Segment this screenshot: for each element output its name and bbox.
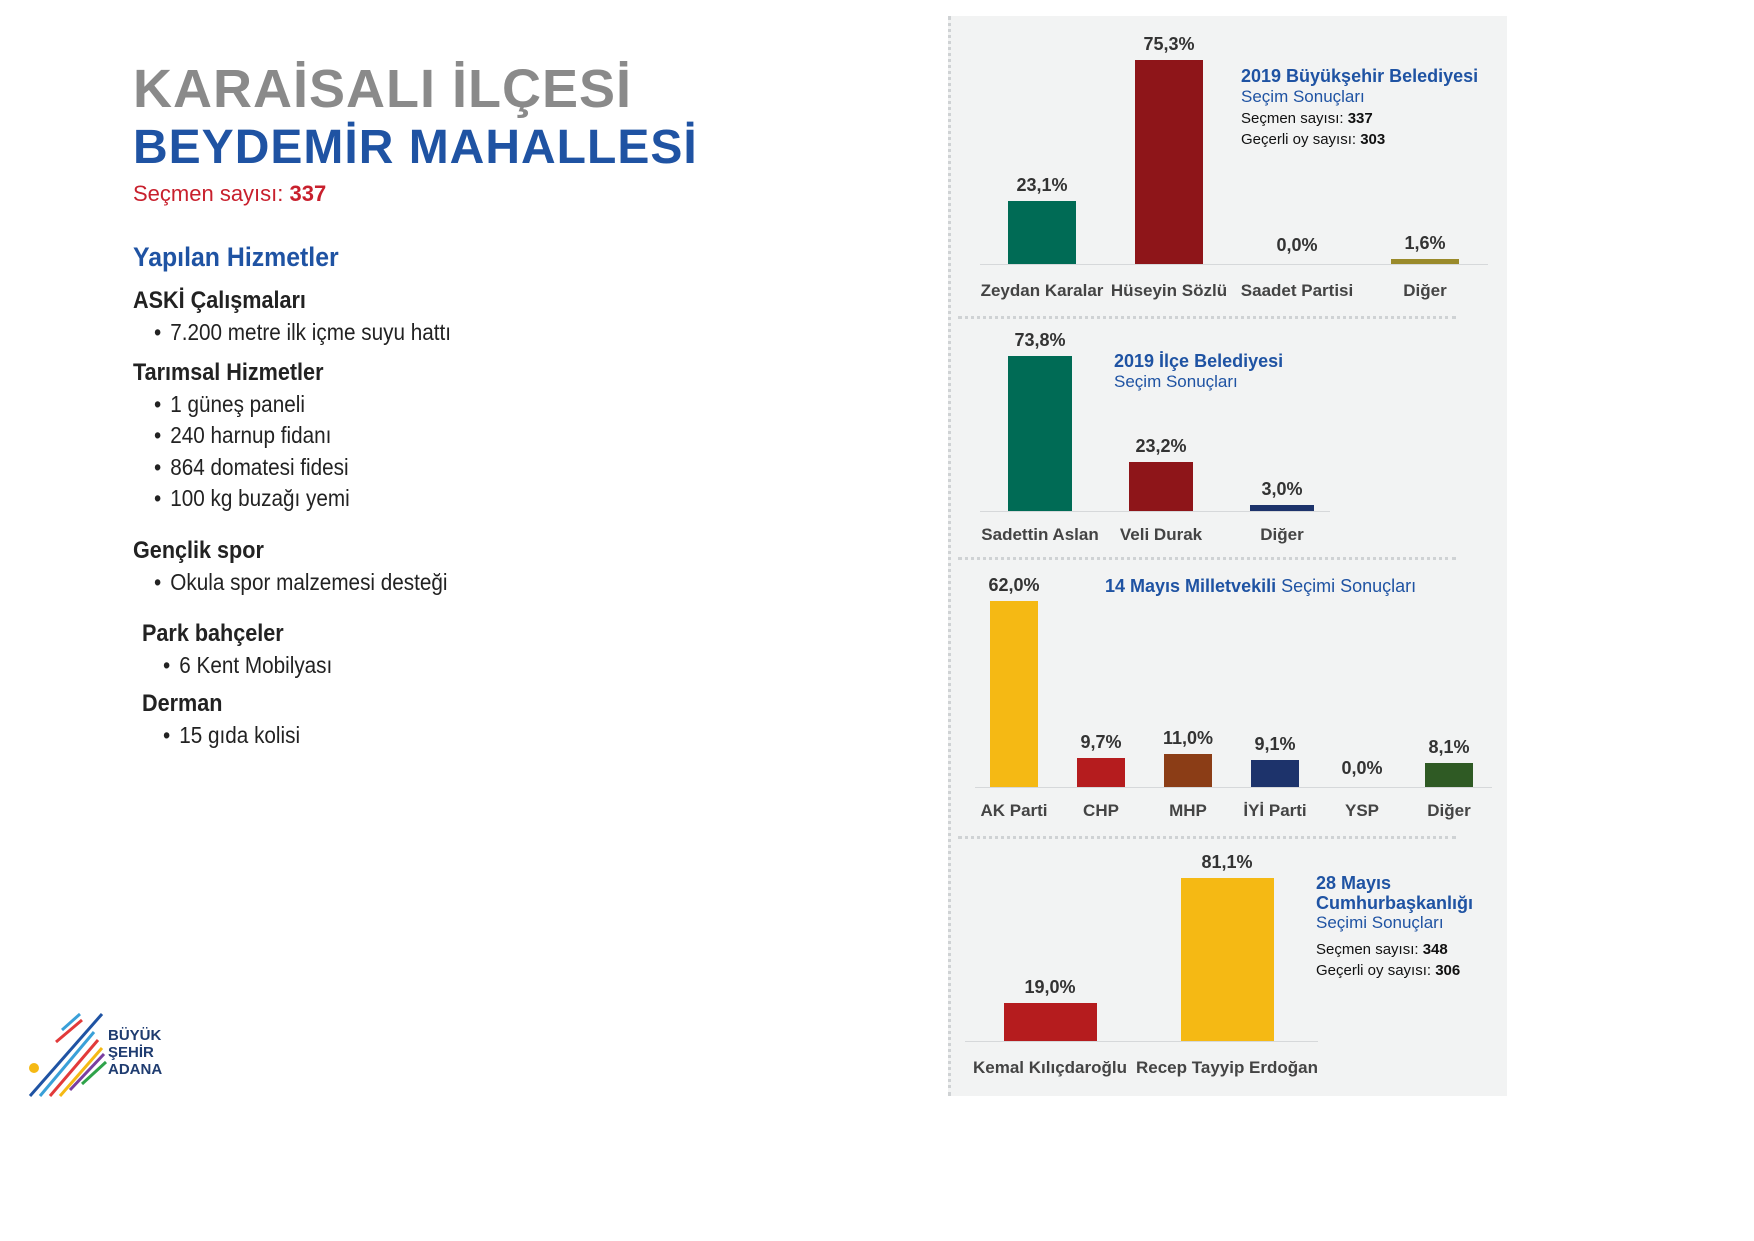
data-label: 73,8% (1014, 330, 1066, 350)
chart-subtitle: Seçimi Sonuçları (1316, 913, 1444, 932)
chart-info-value: 306 (1435, 962, 1461, 979)
chart-bar (1129, 462, 1193, 511)
chart-info (1316, 941, 1448, 958)
data-label: 0,0% (1341, 758, 1383, 778)
data-label: 1,6% (1404, 233, 1446, 253)
chart-info (1241, 110, 1373, 127)
chart-title (1105, 576, 1416, 597)
list-item: • Okula spor malzemesi desteği (154, 569, 448, 596)
data-label: 3,0% (1261, 479, 1303, 499)
category-label: AK Parti (980, 801, 1048, 820)
chart-baseline (975, 787, 1492, 788)
chart-bar (1008, 201, 1076, 264)
category-label: Hüseyin Sözlü (1110, 281, 1228, 300)
section-title-derman: Derman (142, 690, 223, 717)
chart-divider (958, 557, 1456, 560)
chart-bar (1250, 505, 1314, 511)
seal-icon (29, 1063, 39, 1073)
chart-subtitle: Seçimi Sonuçları (1281, 576, 1417, 596)
chart-title: 2019 Büyükşehir Belediyesi (1241, 66, 1479, 86)
data-label: 23,1% (1016, 175, 1068, 195)
category-label: Diğer (1260, 525, 1304, 544)
list-item: • 6 Kent Mobilyası (163, 652, 332, 679)
data-label: 62,0% (988, 575, 1040, 595)
chart-bar (1004, 1003, 1097, 1041)
section-title-parks: Park bahçeler (142, 620, 284, 647)
chart-bar (1077, 758, 1125, 787)
data-label: 75,3% (1143, 34, 1195, 54)
chart-title: 2019 İlçe Belediyesi (1114, 351, 1284, 371)
category-label: Recep Tayyip Erdoğan (1135, 1058, 1319, 1077)
chart-info (1241, 131, 1385, 148)
chart-bar (1391, 259, 1459, 264)
section-title-aski: ASKİ Çalışmaları (133, 287, 306, 314)
category-label: Diğer (1427, 801, 1471, 820)
list-item: • 15 gıda kolisi (163, 722, 300, 749)
category-label: Diğer (1403, 281, 1447, 300)
chart-bar (990, 601, 1038, 787)
data-label: 23,2% (1135, 436, 1187, 456)
chart-info-value: 348 (1422, 941, 1448, 958)
category-label: CHP (1083, 801, 1119, 820)
list-item: • 1 güneş paneli (154, 391, 305, 418)
chart-info-value: 337 (1347, 110, 1373, 127)
list-item: • 864 domatesi fidesi (154, 454, 349, 481)
chart-bar (1251, 760, 1299, 787)
chart-subtitle: Seçim Sonuçları (1114, 372, 1238, 391)
voters-value: 337 (289, 181, 327, 206)
chart-title-line: 28 Mayıs (1316, 873, 1392, 893)
chart-info-label: Seçmen sayısı: (1241, 110, 1348, 127)
logo-text (108, 1027, 162, 1078)
chart-info-value: 303 (1360, 131, 1386, 148)
list-item: • 240 harnup fidanı (154, 422, 331, 449)
category-label: İYİ Parti (1243, 801, 1307, 820)
chart-info-label: Geçerli oy sayısı: (1316, 962, 1436, 979)
chart-baseline (980, 264, 1488, 265)
data-label: 81,1% (1201, 852, 1253, 872)
category-label: YSP (1344, 801, 1380, 820)
section-title-youth-sport: Gençlik spor (133, 537, 264, 564)
chart-divider (958, 836, 1456, 839)
data-label: 8,1% (1428, 737, 1470, 757)
chart-info (1316, 962, 1460, 979)
chart-title-line: Cumhurbaşkanlığı (1316, 893, 1474, 913)
services-heading: Yapılan Hizmetler (133, 242, 339, 272)
chart-bar (1008, 356, 1072, 511)
chart-divider (958, 316, 1456, 319)
chart-bar (1181, 878, 1274, 1041)
voters-count (133, 181, 326, 207)
chart-info-label: Seçmen sayısı: (1316, 941, 1423, 958)
data-label: 9,7% (1080, 732, 1122, 752)
voters-label: Seçmen sayısı: (133, 181, 284, 206)
logo-line-1: BÜYÜK (108, 1027, 162, 1044)
chart-baseline (965, 1041, 1318, 1042)
chart-info-label: Geçerli oy sayısı: (1241, 131, 1361, 148)
chart-bar (1425, 763, 1473, 787)
category-label: Sadettin Aslan (981, 525, 1099, 544)
chart-baseline (980, 511, 1330, 512)
chart-bar (1164, 754, 1212, 787)
neighborhood-title: BEYDEMİR MAHALLESİ (133, 121, 698, 174)
list-item: • 7.200 metre ilk içme suyu hattı (154, 319, 451, 346)
category-label: Zeydan Karalar (980, 281, 1104, 300)
category-label: Veli Durak (1119, 525, 1203, 544)
chart-title (1316, 873, 1473, 913)
data-label: 11,0% (1162, 728, 1214, 748)
chart-title-main: 14 Mayıs Milletvekili (1105, 576, 1282, 596)
data-label: 9,1% (1254, 734, 1296, 754)
district-title: KARAİSALI İLÇESİ (133, 59, 633, 119)
category-label: Saadet Partisi (1240, 281, 1354, 300)
data-label: 0,0% (1276, 235, 1318, 255)
section-title-agriculture: Tarımsal Hizmetler (133, 359, 324, 386)
data-label: 19,0% (1024, 977, 1076, 997)
list-item: • 100 kg buzağı yemi (154, 485, 350, 512)
chart-bar (1135, 60, 1203, 264)
category-label: MHP (1169, 801, 1207, 820)
category-label: Kemal Kılıçdaroğlu (973, 1058, 1127, 1077)
logo-line-3: ADANA (108, 1061, 163, 1078)
logo-line-2: ŞEHİR (108, 1044, 154, 1061)
chart-subtitle: Seçim Sonuçları (1241, 87, 1365, 106)
